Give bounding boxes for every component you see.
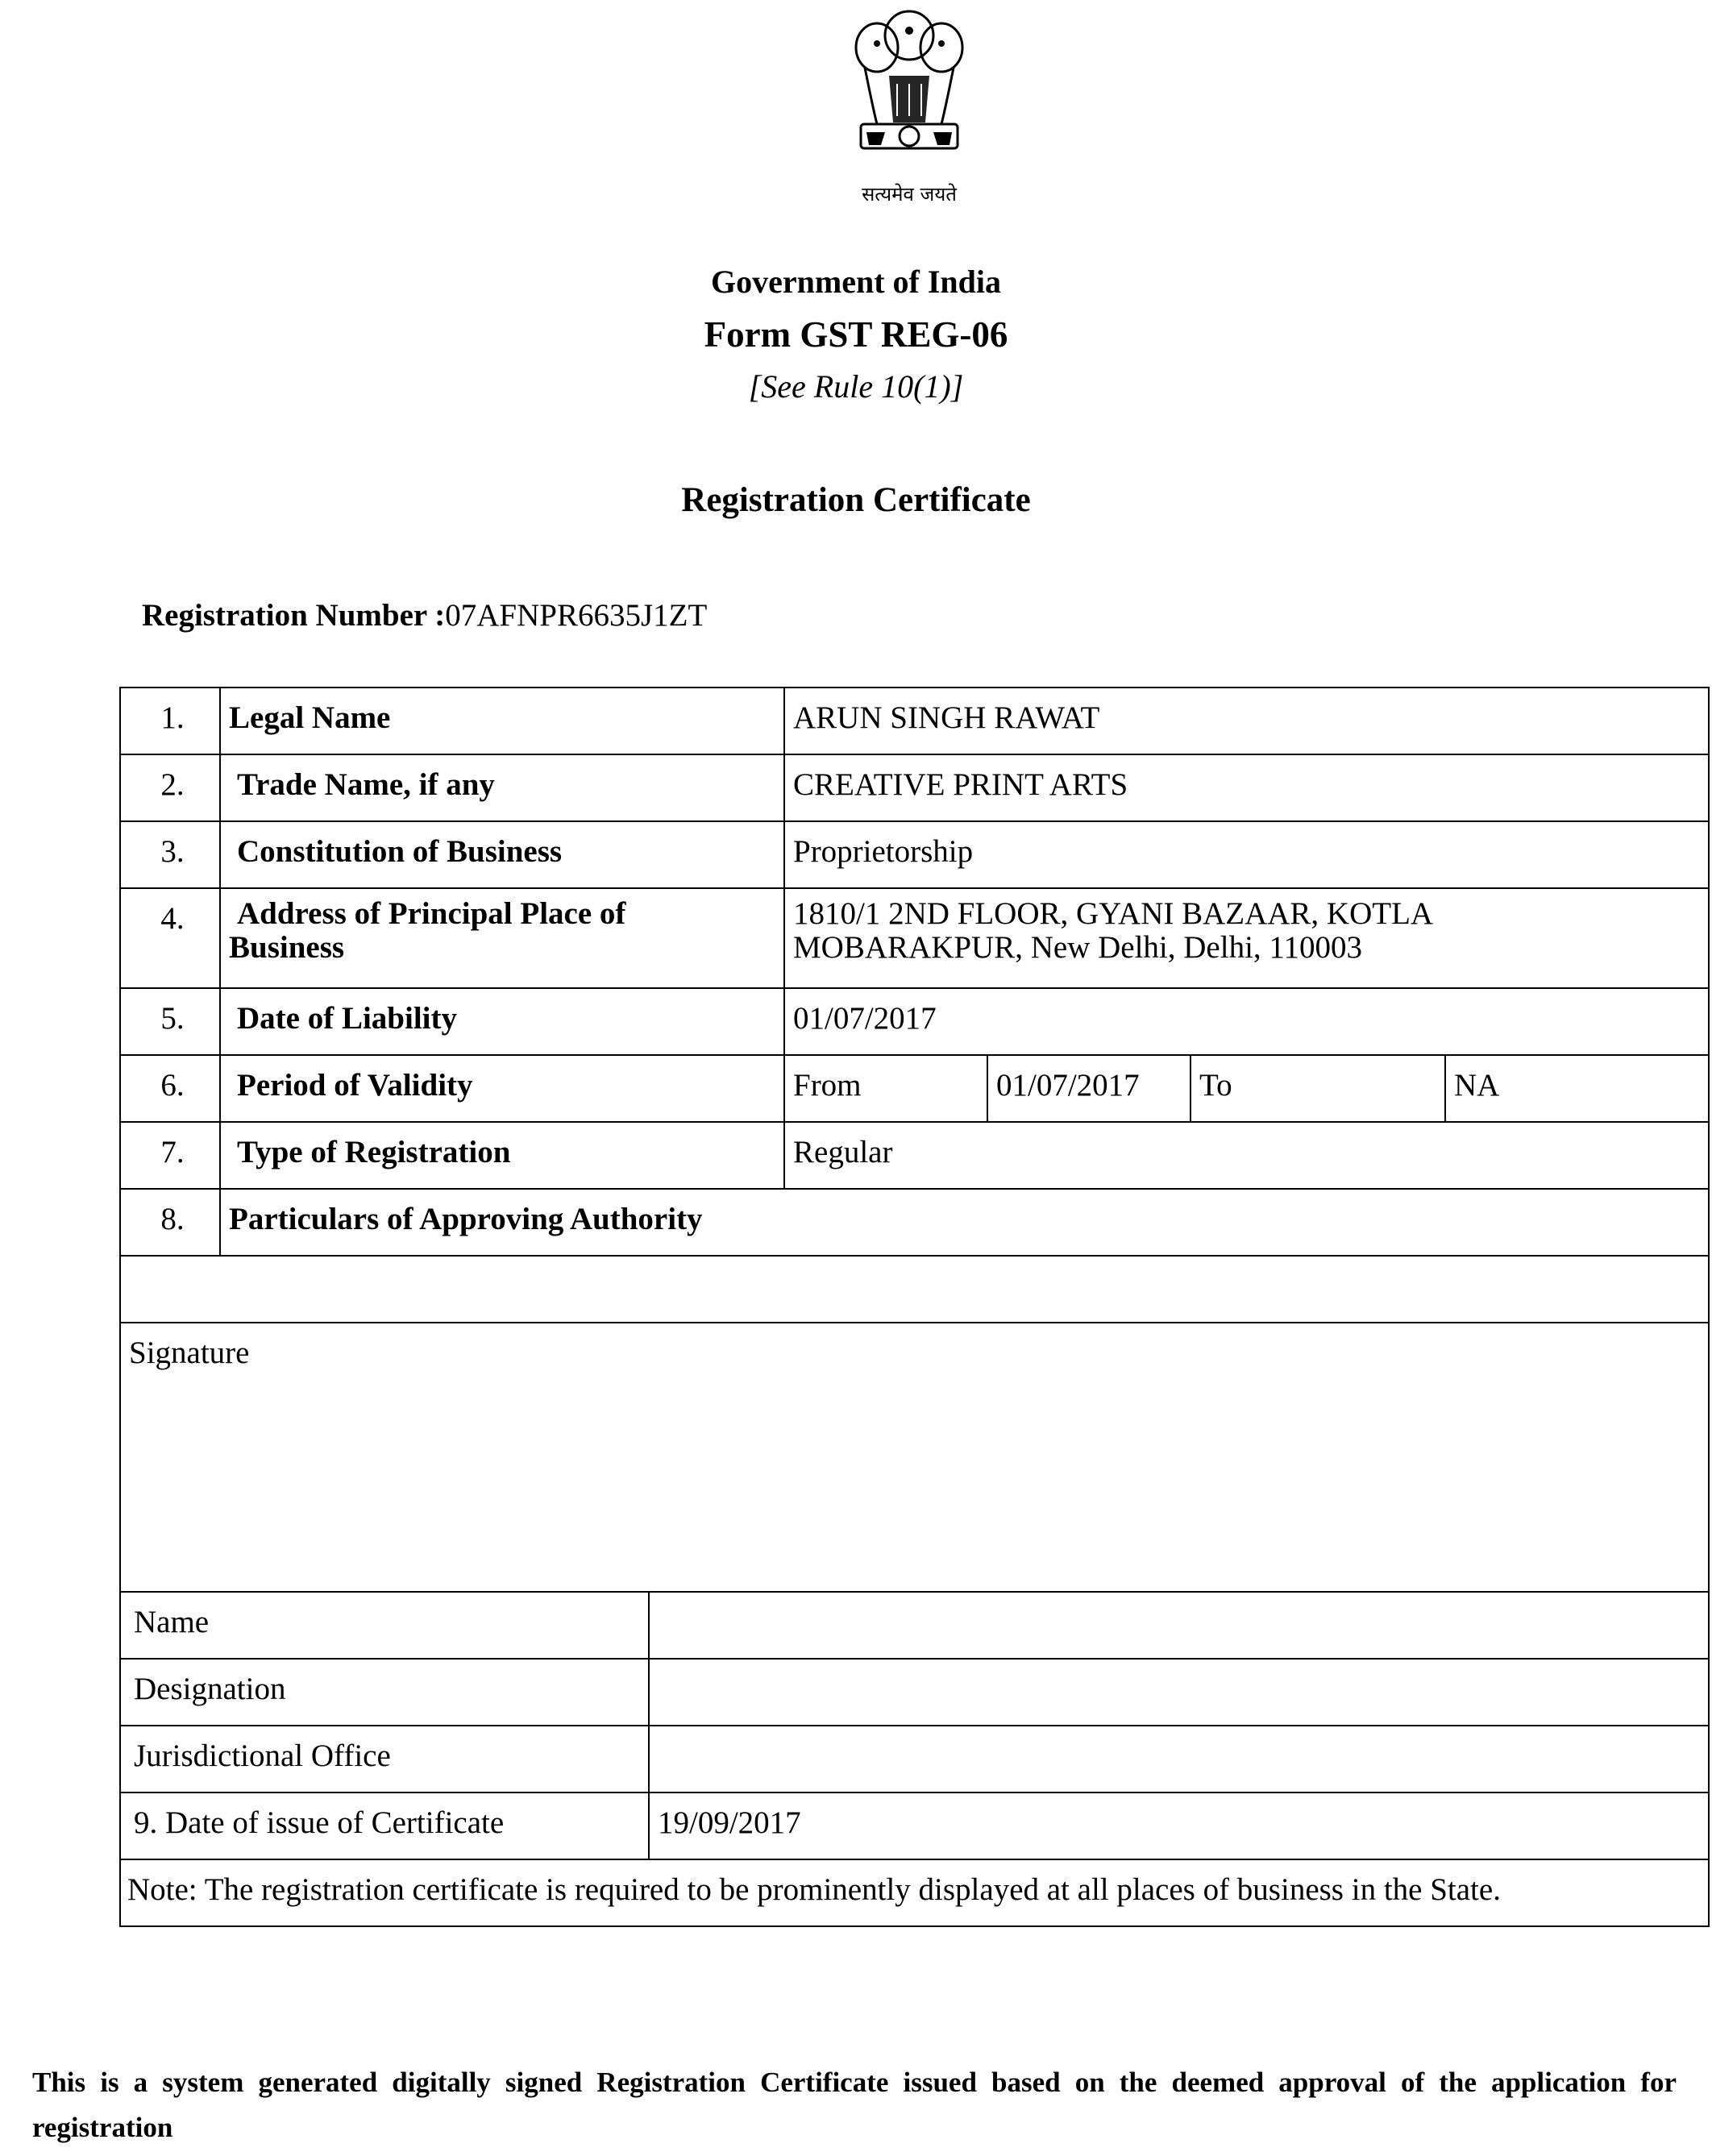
- validity-from-label: From: [785, 1056, 988, 1121]
- row-label: Period of Validity: [221, 1056, 785, 1121]
- signature-area: [119, 1322, 1710, 1593]
- authority-office-row: [119, 1725, 1710, 1793]
- form-title: Form GST REG-06: [704, 314, 1008, 355]
- authority-name-label: Name: [121, 1593, 650, 1658]
- jurisdictional-office-value: [650, 1726, 1708, 1792]
- emblem-motto: सत्यमेव जयते: [862, 183, 957, 206]
- authority-designation-label: Designation: [121, 1660, 650, 1725]
- empty-row: [119, 1255, 1710, 1323]
- authority-designation-row: [119, 1658, 1710, 1726]
- row-value-line: MOBARAKPUR, New Delhi, Delhi, 110003: [793, 930, 1362, 965]
- table-row: [119, 687, 1710, 755]
- state-emblem-icon: [841, 3, 978, 164]
- note-row: [119, 1859, 1710, 1927]
- table-row: [119, 987, 1710, 1056]
- issue-date-value: 19/09/2017: [658, 1805, 801, 1840]
- issue-date-row: [119, 1792, 1710, 1860]
- row-label: Particulars of Approving Authority: [229, 1202, 703, 1236]
- row-number: 3.: [121, 822, 221, 887]
- registration-number: [142, 597, 707, 634]
- row-label-line: Business: [229, 930, 345, 965]
- row-label: Trade Name, if any: [221, 755, 785, 820]
- authority-name-value: [650, 1593, 1708, 1658]
- row-label-line: Address of Principal Place of: [237, 896, 626, 931]
- table-row: [119, 887, 1710, 989]
- row-value-line: 1810/1 2ND FLOOR, GYANI BAZAAR, KOTLA: [793, 896, 1434, 931]
- row-value: Regular: [793, 1135, 893, 1169]
- table-row: [119, 820, 1710, 889]
- row-number: 1.: [121, 688, 221, 754]
- registration-number-value: 07AFNPR6635J1ZT: [445, 598, 708, 633]
- validity-to-value: NA: [1454, 1068, 1500, 1103]
- jurisdictional-office-label: Jurisdictional Office: [121, 1726, 650, 1792]
- table-row: [119, 1054, 1710, 1123]
- table-row: [119, 754, 1710, 822]
- row-number: 5.: [121, 989, 221, 1054]
- government-title: Government of India: [711, 264, 1001, 300]
- table-row: [119, 1188, 1710, 1257]
- row-value: 01/07/2017: [793, 1001, 937, 1036]
- row-number: 8.: [121, 1190, 221, 1255]
- row-label: Type of Registration: [221, 1123, 785, 1188]
- issue-date-label: 9. Date of issue of Certificate: [121, 1793, 650, 1859]
- certificate-title: Registration Certificate: [681, 481, 1031, 519]
- row-number: 4.: [121, 889, 221, 987]
- validity-to-label: To: [1191, 1056, 1446, 1121]
- rule-reference: [See Rule 10(1)]: [748, 368, 964, 405]
- note-text: Note: The registration certificate is required to be prominently displayed at all places of business in the State.: [127, 1872, 1501, 1907]
- row-value: Proprietorship: [793, 834, 974, 869]
- validity-from-value: 01/07/2017: [988, 1056, 1191, 1121]
- row-number: 6.: [121, 1056, 221, 1121]
- row-value: ARUN SINGH RAWAT: [793, 700, 1100, 735]
- footer-statement: This is a system generated digitally signed Registration Certificate issued based on the deemed approval of the application for registration: [32, 2067, 1677, 2143]
- row-label: Legal Name: [221, 688, 785, 754]
- row-label: [221, 889, 785, 987]
- row-number: 2.: [121, 755, 221, 820]
- authority-designation-value: [650, 1660, 1708, 1725]
- row-value: [785, 889, 1708, 987]
- row-label: Date of Liability: [221, 989, 785, 1054]
- row-label: Constitution of Business: [221, 822, 785, 887]
- signature-label: Signature: [129, 1336, 250, 1370]
- authority-name-row: [119, 1591, 1710, 1660]
- row-value: CREATIVE PRINT ARTS: [793, 767, 1128, 802]
- table-row: [119, 1121, 1710, 1190]
- registration-number-label: Registration Number :: [142, 598, 446, 633]
- row-number: 7.: [121, 1123, 221, 1188]
